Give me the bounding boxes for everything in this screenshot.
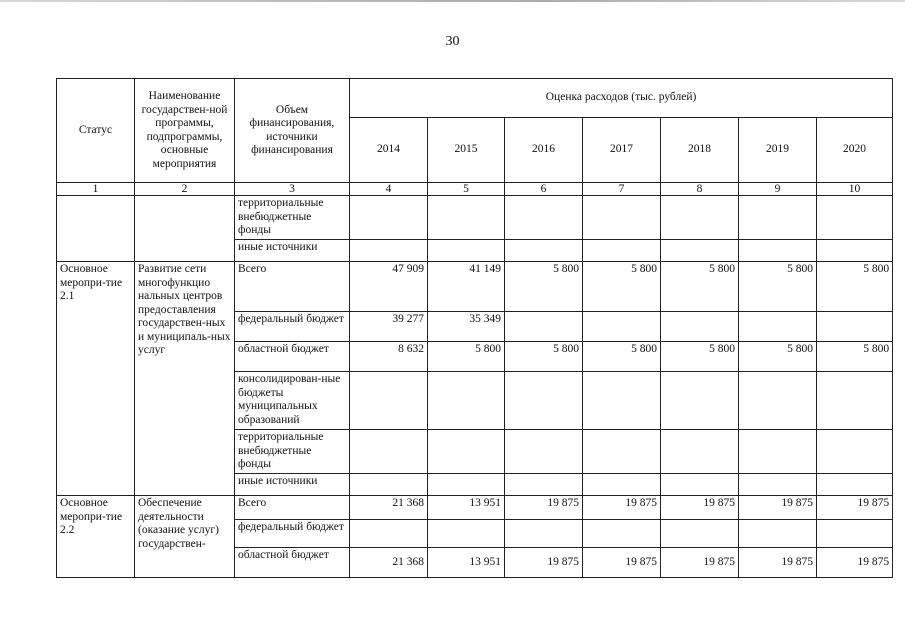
value-cell	[739, 312, 817, 342]
name-cell-empty	[135, 196, 235, 262]
value-cell	[661, 240, 739, 262]
source-cell: консолидирован-ные бюджеты муниципальных образований	[235, 372, 350, 430]
value-cell: 5 800	[428, 342, 505, 372]
value-cell	[583, 196, 661, 240]
table-row	[57, 496, 893, 520]
value-cell: 5 800	[505, 342, 583, 372]
source-cell: федеральный бюджет	[235, 312, 350, 342]
header-status: Статус	[57, 79, 135, 183]
value-cell: 19 875	[661, 548, 739, 578]
source-cell: Всего	[235, 496, 350, 520]
value-cell	[661, 372, 739, 430]
value-cell	[583, 474, 661, 496]
source-cell: областной бюджет	[235, 342, 350, 372]
value-cell	[661, 474, 739, 496]
header-year: 2014	[350, 118, 428, 183]
column-index: 6	[505, 183, 583, 196]
measure-name: Обеспечение деятельности (оказание услуг) государствен-	[135, 496, 235, 578]
source-cell: иные источники	[235, 240, 350, 262]
value-cell: 5 800	[661, 342, 739, 372]
value-cell	[817, 240, 893, 262]
value-cell	[505, 240, 583, 262]
measure-status: Основное меропри-тие 2.2	[57, 496, 135, 578]
column-index: 7	[583, 183, 661, 196]
column-index: 10	[817, 183, 893, 196]
column-index: 8	[661, 183, 739, 196]
value-cell	[350, 240, 428, 262]
value-cell: 21 368	[350, 496, 428, 520]
value-cell	[583, 240, 661, 262]
status-cell-empty	[57, 196, 135, 262]
column-index: 4	[350, 183, 428, 196]
value-cell: 5 800	[739, 342, 817, 372]
value-cell: 19 875	[505, 496, 583, 520]
value-cell: 47 909	[350, 262, 428, 312]
value-cell: 19 875	[583, 496, 661, 520]
column-index: 9	[739, 183, 817, 196]
value-cell	[428, 474, 505, 496]
measure-status: Основное меропри-тие 2.1	[57, 262, 135, 496]
header-name: Наименование государствен-ной программы, подпрограммы, основные мероприятия	[135, 79, 235, 183]
header-year: 2016	[505, 118, 583, 183]
value-cell	[817, 312, 893, 342]
source-cell: Всего	[235, 262, 350, 312]
column-index: 3	[235, 183, 350, 196]
value-cell	[505, 520, 583, 548]
value-cell: 19 875	[817, 548, 893, 578]
page-number: 30	[445, 34, 460, 49]
measure-name: Развитие сети многофункцио нальных центров предоставления государствен-ных и муниципаль-ных услуг	[135, 262, 235, 496]
header-year: 2018	[661, 118, 739, 183]
source-cell: территориальные внебюджетные фонды	[235, 430, 350, 474]
table-row	[57, 196, 893, 240]
value-cell: 13 951	[428, 548, 505, 578]
value-cell	[661, 312, 739, 342]
header-year: 2017	[583, 118, 661, 183]
value-cell	[661, 520, 739, 548]
value-cell	[583, 430, 661, 474]
header-estimate: Оценка расходов (тыс. рублей)	[350, 79, 893, 118]
value-cell	[739, 372, 817, 430]
value-cell	[350, 474, 428, 496]
value-cell	[583, 372, 661, 430]
value-cell	[505, 372, 583, 430]
value-cell: 5 800	[661, 262, 739, 312]
value-cell	[661, 430, 739, 474]
value-cell: 19 875	[739, 548, 817, 578]
header-year: 2015	[428, 118, 505, 183]
value-cell	[505, 196, 583, 240]
header-volume: Объем финансирования, источники финансирования	[235, 79, 350, 183]
value-cell: 5 800	[583, 262, 661, 312]
value-cell: 41 149	[428, 262, 505, 312]
column-index: 1	[57, 183, 135, 196]
value-cell: 21 368	[350, 548, 428, 578]
value-cell	[428, 240, 505, 262]
header-year: 2019	[739, 118, 817, 183]
column-index: 5	[428, 183, 505, 196]
value-cell	[350, 520, 428, 548]
value-cell	[583, 312, 661, 342]
header-year: 2020	[817, 118, 893, 183]
source-cell: территориальные внебюджетные фонды	[235, 196, 350, 240]
value-cell	[350, 430, 428, 474]
value-cell	[505, 312, 583, 342]
column-index-row	[57, 183, 893, 196]
source-cell: федеральный бюджет	[235, 520, 350, 548]
value-cell	[817, 430, 893, 474]
value-cell	[583, 520, 661, 548]
value-cell: 35 349	[428, 312, 505, 342]
value-cell	[505, 474, 583, 496]
value-cell: 39 277	[350, 312, 428, 342]
value-cell: 5 800	[739, 262, 817, 312]
value-cell	[739, 196, 817, 240]
value-cell	[817, 520, 893, 548]
value-cell: 19 875	[817, 496, 893, 520]
source-cell: областной бюджет	[235, 548, 350, 578]
value-cell	[817, 474, 893, 496]
value-cell	[428, 430, 505, 474]
scan-edge-line	[0, 0, 905, 2]
value-cell: 13 951	[428, 496, 505, 520]
value-cell: 8 632	[350, 342, 428, 372]
value-cell	[350, 196, 428, 240]
value-cell	[817, 372, 893, 430]
budget-table	[56, 78, 893, 578]
value-cell: 19 875	[583, 548, 661, 578]
value-cell: 19 875	[739, 496, 817, 520]
value-cell	[739, 474, 817, 496]
table-row	[57, 262, 893, 312]
source-cell: иные источники	[235, 474, 350, 496]
value-cell	[428, 372, 505, 430]
value-cell: 19 875	[661, 496, 739, 520]
value-cell	[428, 196, 505, 240]
value-cell	[661, 196, 739, 240]
value-cell	[817, 196, 893, 240]
value-cell: 5 800	[817, 262, 893, 312]
value-cell	[739, 430, 817, 474]
value-cell: 5 800	[817, 342, 893, 372]
value-cell: 5 800	[505, 262, 583, 312]
value-cell	[505, 430, 583, 474]
value-cell: 19 875	[505, 548, 583, 578]
value-cell	[350, 372, 428, 430]
value-cell	[739, 520, 817, 548]
value-cell: 5 800	[583, 342, 661, 372]
value-cell	[739, 240, 817, 262]
value-cell	[428, 520, 505, 548]
column-index: 2	[135, 183, 235, 196]
